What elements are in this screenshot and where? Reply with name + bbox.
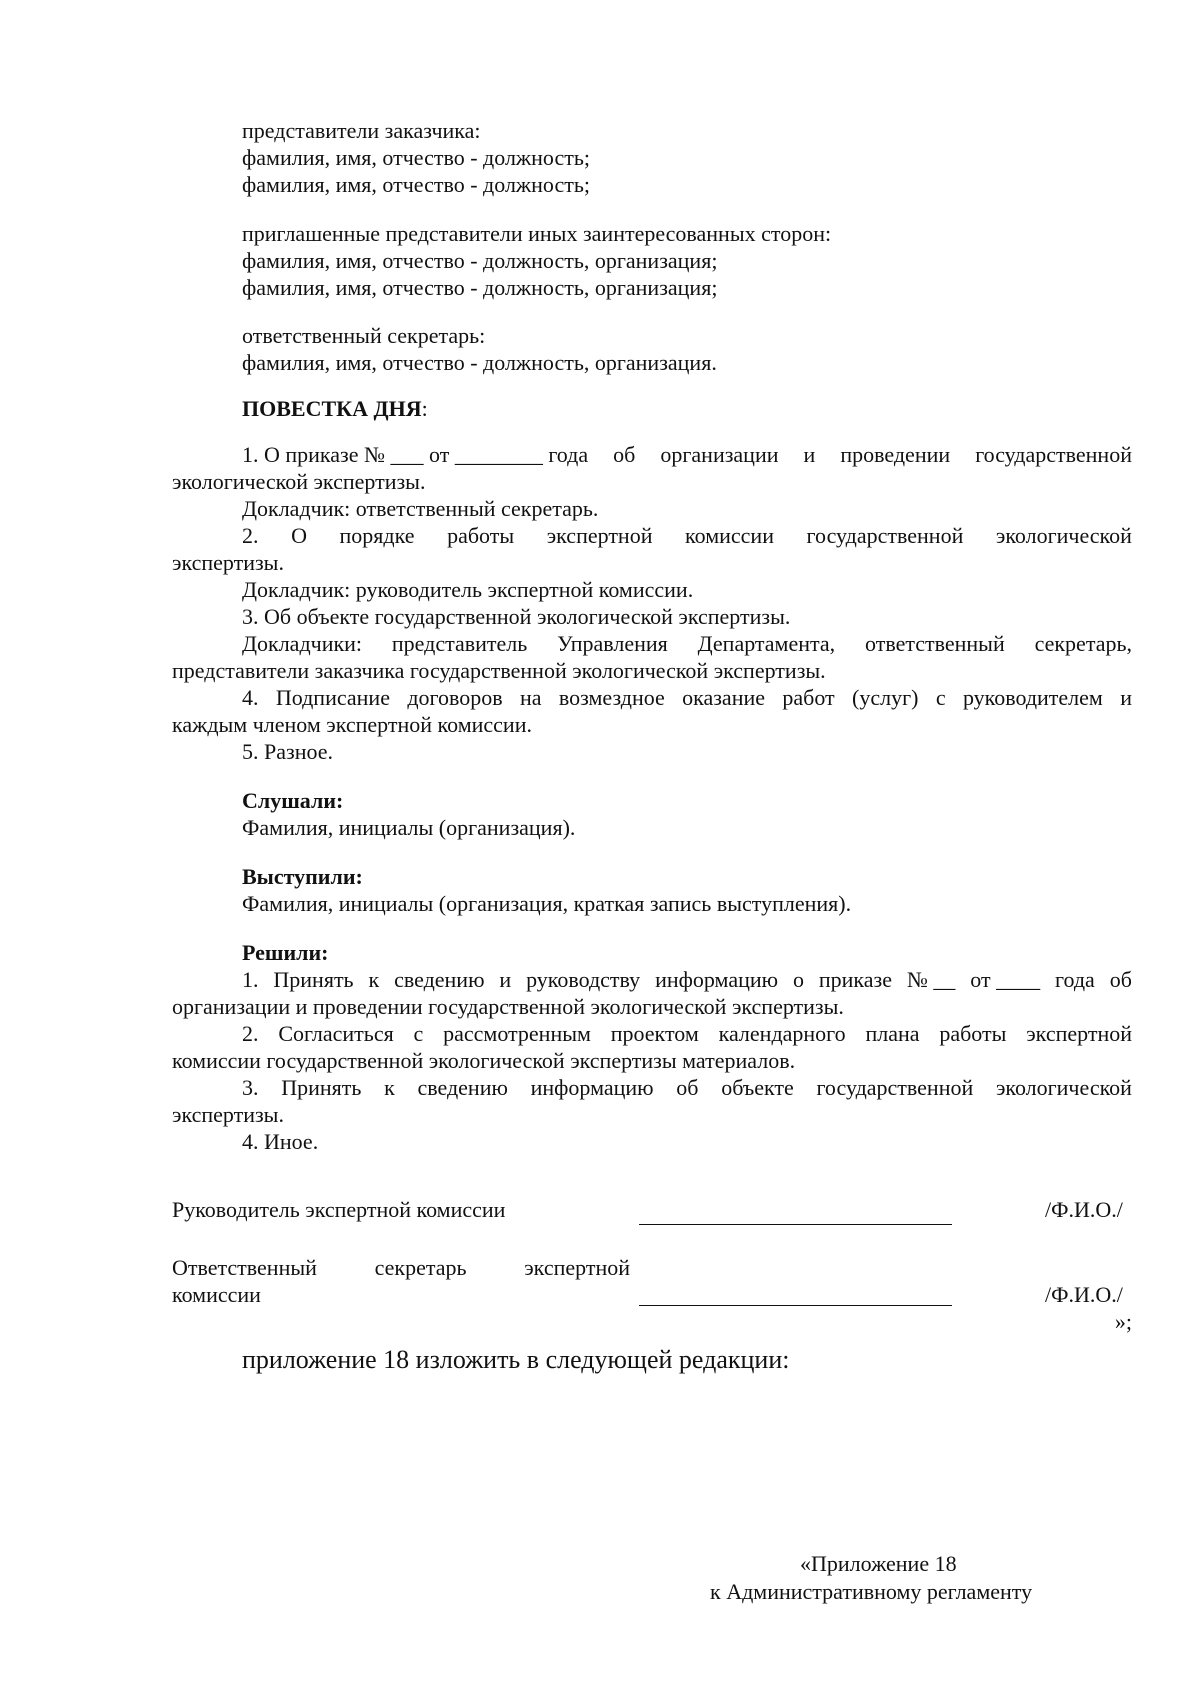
word: экологической [995,523,1132,548]
word: представитель [391,631,528,656]
word: государственной [806,523,964,548]
agenda-item-5: 5. Разное. [242,739,333,764]
appendix-title: «Приложение 18 [800,1551,957,1576]
word: государственной [816,1075,974,1100]
word: плана [865,1021,920,1046]
word: экологической [995,1075,1132,1100]
word: календарного [718,1021,846,1046]
secretary-signature-label-cont: комиссии [172,1282,261,1307]
invited-heading: приглашенные представители иных заинтересованных сторон: [242,221,832,246]
word: от ____ [970,967,1041,992]
head-fio: /Ф.И.О./ [1045,1197,1123,1222]
decided-item-3-cont: экспертизы. [172,1102,284,1127]
word: комиссии [685,523,774,548]
word: 4. [242,685,259,710]
word: о [792,967,804,992]
agenda-item-3-speaker-cont: представители заказчика государственной экологической экспертизы. [172,658,826,683]
invited-line-1: фамилия, имя, отчество - должность, организация; [242,248,718,273]
word: Согласиться [278,1021,394,1046]
word: проведении [840,442,951,467]
secretary-line: фамилия, имя, отчество - должность, организация. [242,350,717,375]
agenda-item-2-speaker: Докладчик: руководитель экспертной комиссии. [242,577,694,602]
word: и [1120,685,1132,710]
word: 1. О приказе № ___ от ________ года [242,442,589,467]
decided-item-1-cont: организации и проведении государственной экологической экспертизы. [172,994,844,1019]
customer-line-1: фамилия, имя, отчество - должность; [242,145,590,170]
decided-item-4: 4. Иное. [242,1129,319,1154]
word: с [413,1021,424,1046]
agenda-item-2 [172,523,1132,549]
word: об [676,1075,699,1100]
agenda-item-1-cont: экологической экспертизы. [172,469,426,494]
decided-item-2-cont: комиссии государственной экологической экспертизы материалов. [172,1048,796,1073]
invited-line-2: фамилия, имя, отчество - должность, организация; [242,275,718,300]
spoke-heading: Выступили: [242,864,363,889]
word: Управления [557,631,668,656]
spoke-text: Фамилия, инициалы (организация, краткая запись выступления). [242,891,852,916]
word: возмездное [558,685,665,710]
word: государственной [975,442,1132,467]
agenda-item-3-speaker [172,631,1132,657]
word: сведению [417,1075,508,1100]
heard-text: Фамилия, инициалы (организация). [242,815,576,840]
word: об [1109,967,1132,992]
agenda-item-1 [172,442,1132,468]
word: приказе [818,967,892,992]
agenda-item-1-speaker: Докладчик: ответственный секретарь. [242,496,599,521]
word: работы [939,1021,1007,1046]
word: года [1054,967,1095,992]
word: № __ [906,967,956,992]
word: Принять [281,1075,362,1100]
word: работы [447,523,515,548]
heard-heading: Слушали: [242,788,344,813]
word: информацию [530,1075,654,1100]
word: О [291,523,307,548]
word: 2. [242,1021,259,1046]
agenda-heading-text: ПОВЕСТКА ДНЯ [242,396,422,421]
customer-line-2: фамилия, имя, отчество - должность; [242,172,590,197]
word: рассмотренным [443,1021,591,1046]
word: и [803,442,816,467]
word: объекте [721,1075,794,1100]
word: сведению [394,967,485,992]
word: Департамента, [697,631,836,656]
word: 3. [242,1075,259,1100]
agenda-heading-colon: : [421,396,428,421]
word: порядке [339,523,415,548]
word: ответственный [865,631,1005,656]
head-signature-label: Руководитель экспертной комиссии [172,1197,506,1222]
word: с [935,685,946,710]
customer-heading: представители заказчика: [242,118,481,143]
word: экспертной [524,1255,630,1280]
amendment-text: приложение 18 изложить в следующей редакции: [242,1345,790,1374]
word: 2. [242,523,259,548]
word: руководству [526,967,641,992]
word: секретарь [374,1255,467,1280]
secretary-fio: /Ф.И.О./ [1045,1282,1123,1307]
word: работ [782,685,835,710]
decided-item-1 [172,967,1132,993]
decided-item-2 [172,1021,1132,1047]
agenda-item-4-cont: каждым членом экспертной комиссии. [172,712,532,737]
word: Докладчики: [242,631,363,656]
word: экспертной [1026,1021,1132,1046]
agenda-item-4 [172,685,1132,711]
secretary-signature-line [639,1305,952,1306]
word: секретарь, [1034,631,1132,656]
word: к [384,1075,395,1100]
word: Ответственный [172,1255,317,1280]
agenda-item-2-cont: экспертизы. [172,550,284,575]
word: на [519,685,542,710]
secretary-signature-label [172,1255,630,1281]
closing-quote: »; [1114,1309,1132,1334]
appendix-subtitle: к Административному регламенту [710,1579,1033,1604]
agenda-heading [242,396,428,422]
word: 1. [242,967,259,992]
word: руководителем [962,685,1103,710]
word: оказание [682,685,766,710]
secretary-heading: ответственный секретарь: [242,323,486,348]
word: организации [660,442,779,467]
word: проектом [610,1021,699,1046]
agenda-item-3: 3. Об объекте государственной экологической экспертизы. [242,604,791,629]
word: и [499,967,512,992]
decided-heading: Решили: [242,940,329,965]
word: Подписание [275,685,390,710]
word: к [368,967,380,992]
word: об [613,442,636,467]
word: (услуг) [852,685,919,710]
word: информацию [655,967,779,992]
word: экспертной [546,523,653,548]
word: Принять [273,967,354,992]
head-signature-line [639,1224,952,1225]
decided-item-3 [172,1075,1132,1101]
word: договоров [407,685,503,710]
